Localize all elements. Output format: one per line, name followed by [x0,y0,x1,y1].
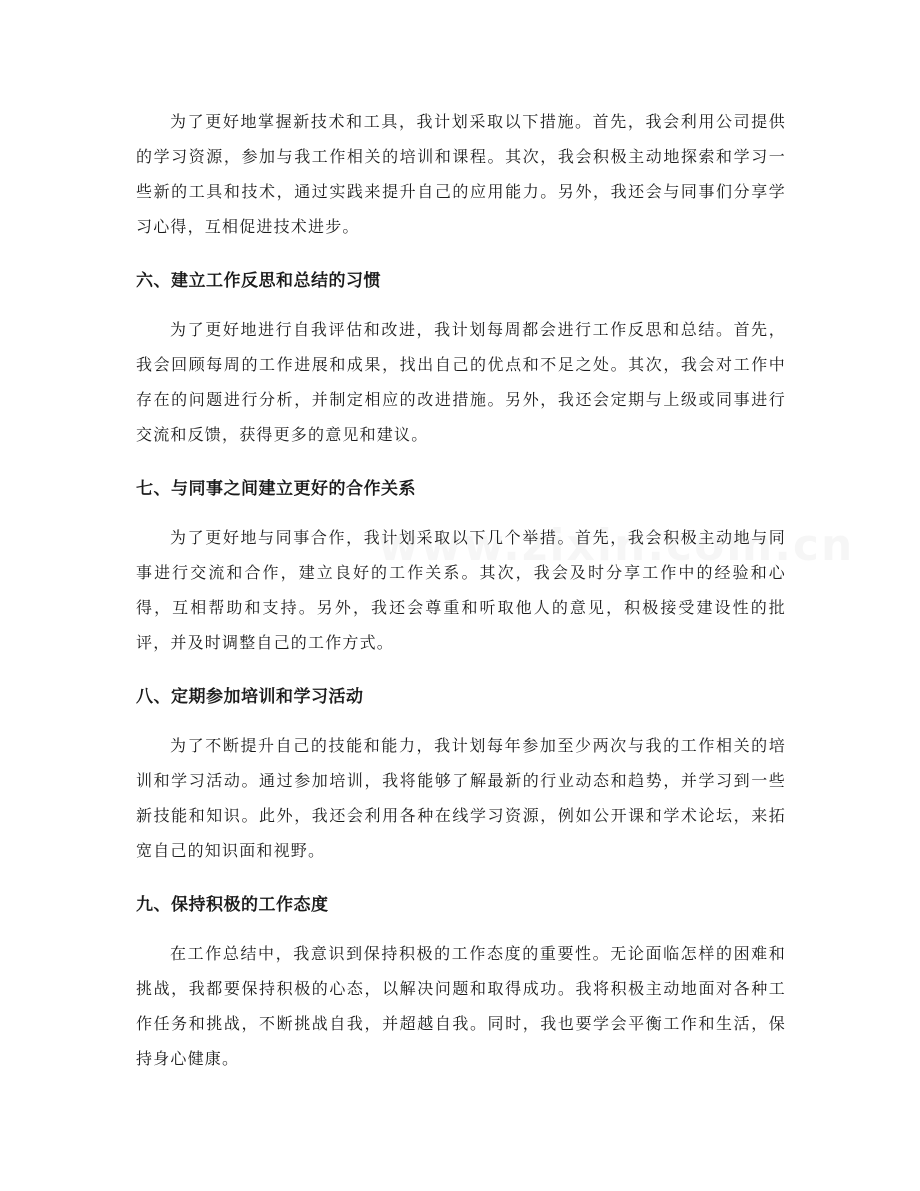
heading-cooperation: 七、与同事之间建立更好的合作关系 [136,479,416,499]
paragraph-reflection: 为了更好地进行自我评估和改进，我计划每周都会进行工作反思和总结。首先，我会回顾每周的工作进展和成果，找出自己的优点和不足之处。其次，我会对工作中存在的问题进行分析，并制定相应的改进措施。另外，我还会定期与上级或同事进行交流和反馈，获得更多的意见和建议。 [136,320,786,444]
heading-reflection: 六、建立工作反思和总结的习惯 [136,271,381,291]
heading-attitude: 九、保持积极的工作态度 [136,895,329,915]
paragraph-attitude: 在工作总结中，我意识到保持积极的工作态度的重要性。无论面临怎样的困难和挑战，我都要保持积极的心态，以解决问题和取得成功。我将积极主动地面对各种工作任务和挑战，不断挑战自我，并超越自我。同时，我也要学会平衡工作和生活，保持身心健康。 [136,944,786,1068]
paragraph-new-tech: 为了更好地掌握新技术和工具，我计划采取以下措施。首先，我会利用公司提供的学习资源，参加与我工作相关的培训和课程。其次，我会积极主动地探索和学习一些新的工具和技术，通过实践来提升自己的应用能力。另外，我还会与同事们分享学习心得，互相促进技术进步。 [136,112,786,236]
paragraph-training: 为了不断提升自己的技能和能力，我计划每年参加至少两次与我的工作相关的培训和学习活动。通过参加培训，我将能够了解最新的行业动态和趋势，并学习到一些新技能和知识。此外，我还会利用各种在线学习资源，例如公开课和学术论坛，来拓宽自己的知识面和视野。 [136,736,786,860]
heading-training: 八、定期参加培训和学习活动 [136,687,364,707]
document-body [136,104,786,1076]
paragraph-cooperation: 为了更好地与同事合作，我计划采取以下几个举措。首先，我会积极主动地与同事进行交流和合作，建立良好的工作关系。其次，我会及时分享工作中的经验和心得，互相帮助和支持。另外，我还会尊重和听取他人的意见，积极接受建设性的批评，并及时调整自己的工作方式。 [136,528,786,652]
